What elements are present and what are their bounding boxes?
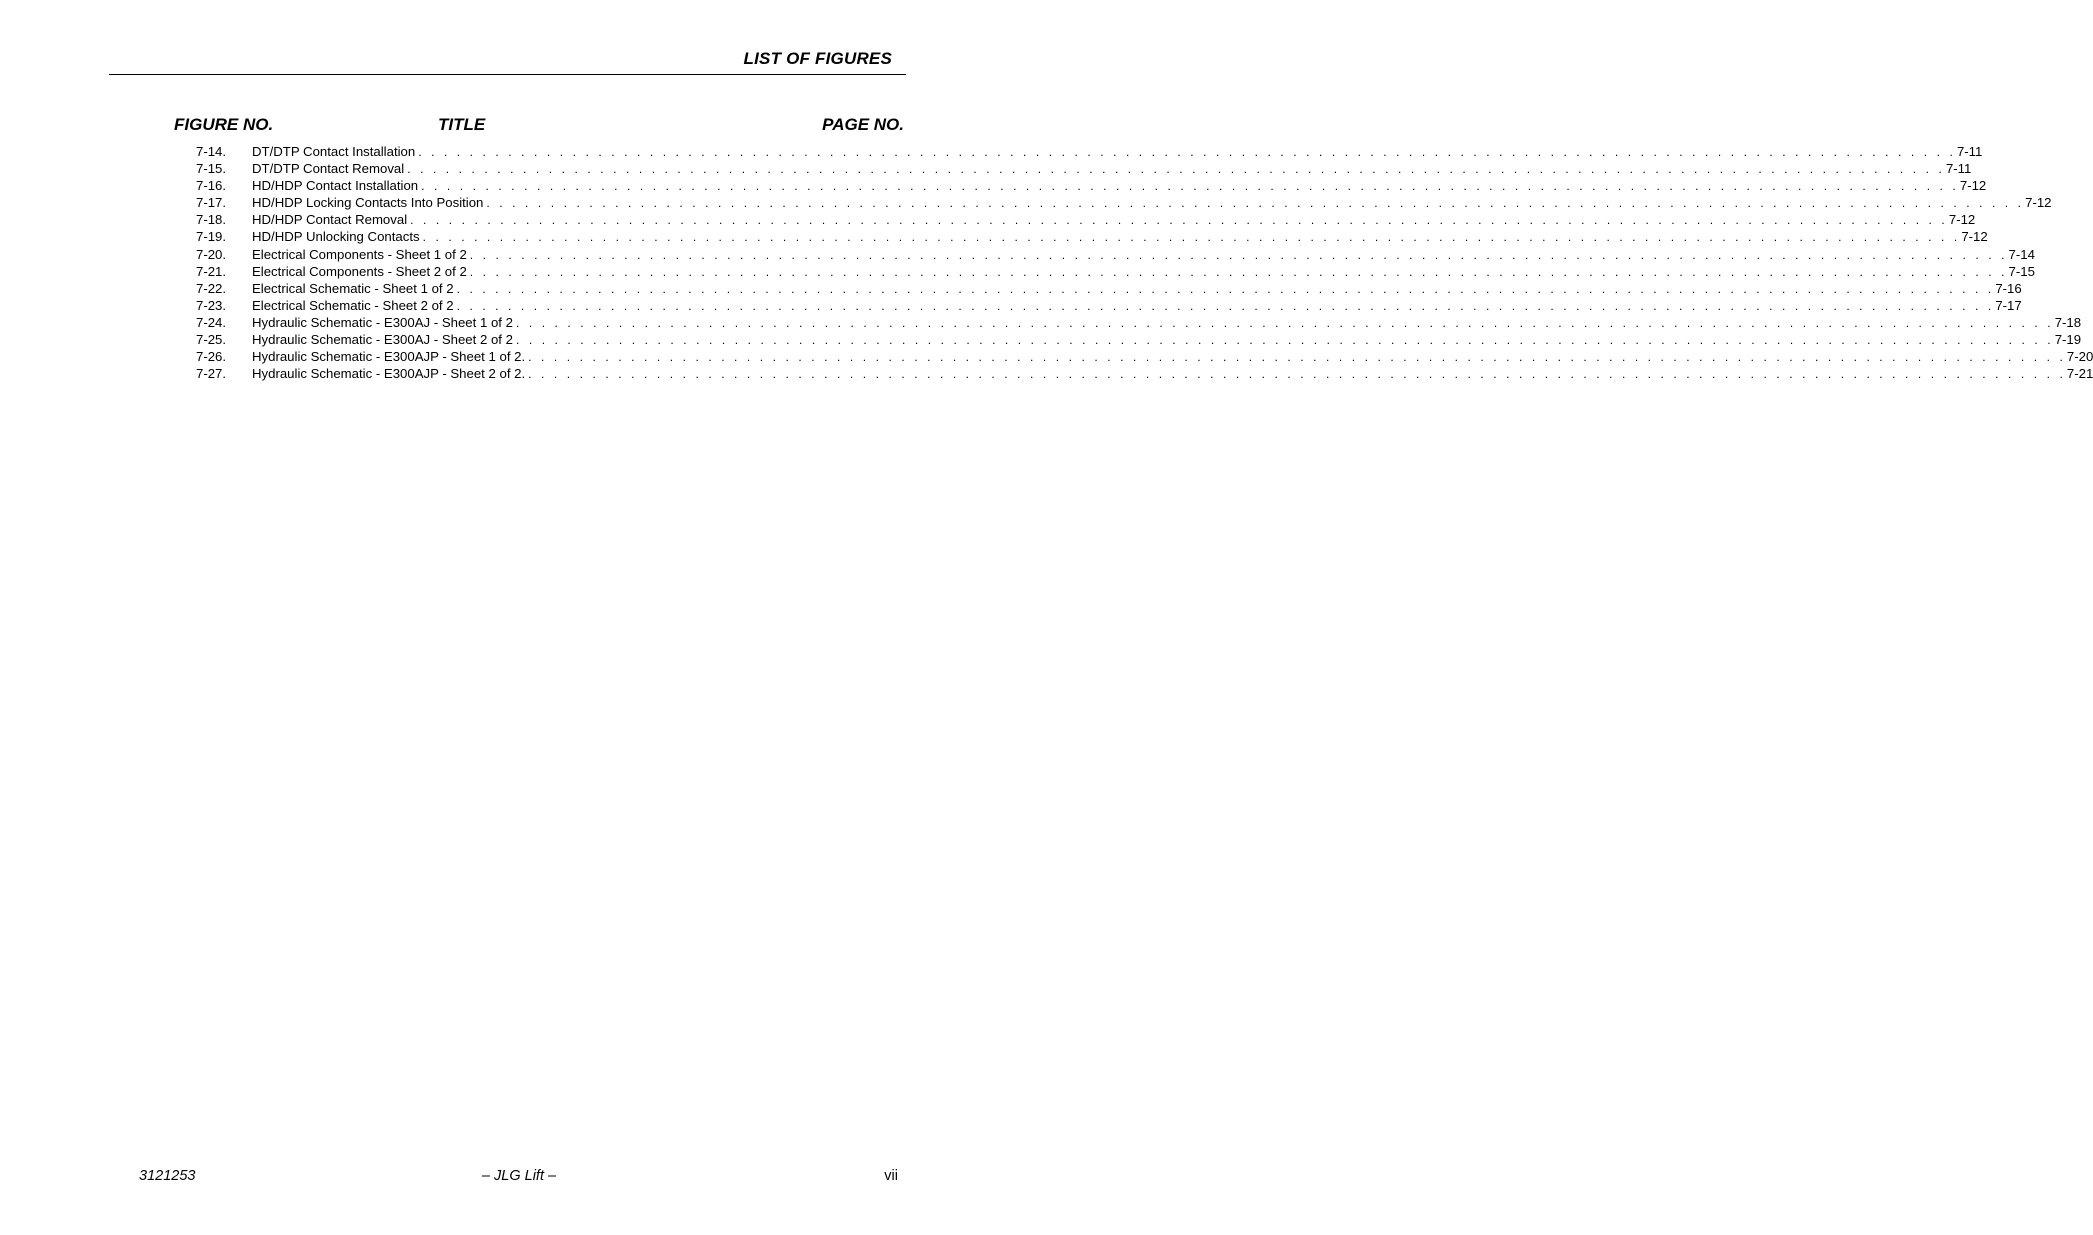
list-item[interactable] [196, 194, 2052, 211]
dot-leader: . . . . . . . . . . . . . . . . . . . . . . . . . . . . . . . . . . . . . . . . . . . . . . . . . . . . . . . . . . . . . . . . . . . . . . . . . . . . . . . . . . . . . . . . . . . . . . . . . . . . . . . . . . . . . . . . . . . . . . . . [469, 264, 2008, 279]
footer-doc-number: 3121253 [139, 1168, 196, 1184]
dot-leader: . . . . . . . . . . . . . . . . . . . . . . . . . . . . . . . . . . . . . . . . . . . . . . . . . . . . . . . . . . . . . . . . . . . . . . . . . . . . . . . . . . . . . . . . . . . . . . . . . . . . . . . . . . . . . . . . . . . . . . . . [486, 196, 2025, 211]
figure-number: 7-24. [196, 314, 227, 330]
figure-number: 7-26. [196, 349, 227, 365]
figure-number: 7-25. [196, 332, 227, 348]
figure-title: DT/DTP Contact Installation [252, 144, 416, 159]
dot-leader: . . . . . . . . . . . . . . . . . . . . . . . . . . . . . . . . . . . . . . . . . . . . . . . . . . . . . . . . . . . . . . . . . . . . . . . . . . . . . . . . . . . . . . . . . . . . . . . . . . . . . . . . . . . . . . . . . . . . . . . . [410, 213, 1948, 228]
figure-number: 7-15. [196, 161, 227, 177]
figure-title: HD/HDP Locking Contacts Into Position [252, 195, 484, 211]
list-item[interactable] [196, 177, 1987, 194]
figure-title: Hydraulic Schematic - E300AJP - Sheet 1 of 2. [252, 349, 526, 365]
figure-number: 7-17. [196, 195, 227, 211]
list-item[interactable] [196, 228, 1988, 245]
figure-list [196, 143, 2093, 382]
dot-leader: . . . . . . . . . . . . . . . . . . . . . . . . . . . . . . . . . . . . . . . . . . . . . . . . . . . . . . . . . . . . . . . . . . . . . . . . . . . . . . . . . . . . . . . . . . . . . . . . . . . . . . . . . . . . . . . . . . . . . . . . [469, 247, 2008, 262]
column-header-page-no: PAGE NO. [822, 115, 904, 134]
figure-page-number: 7-12 [1961, 229, 1988, 245]
figure-title: Hydraulic Schematic - E300AJ - Sheet 2 of 2 [252, 332, 513, 348]
figure-title: HD/HDP Contact Removal [252, 212, 408, 228]
column-headers [0, 115, 954, 137]
figure-page-number: 7-16 [1995, 280, 2022, 296]
figure-number: 7-27. [196, 366, 227, 382]
figure-title: DT/DTP Contact Removal [252, 161, 405, 177]
figure-page-number: 7-18 [2054, 314, 2082, 330]
figure-title: HD/HDP Contact Installation [252, 178, 419, 194]
dot-leader: . . . . . . . . . . . . . . . . . . . . . . . . . . . . . . . . . . . . . . . . . . . . . . . . . . . . . . . . . . . . . . . . . . . . . . . . . . . . . . . . . . . . . . . . . . . . . . . . . . . . . . . . . . . . . . . . . . . . . . . . [515, 333, 2054, 348]
dot-leader: . . . . . . . . . . . . . . . . . . . . . . . . . . . . . . . . . . . . . . . . . . . . . . . . . . . . . . . . . . . . . . . . . . . . . . . . . . . . . . . . . . . . . . . . . . . . . . . . . . . . . . . . . . . . . . . . . . . . . . . . [422, 230, 1961, 245]
figure-page-number: 7-17 [1995, 297, 2022, 313]
figure-number: 7-19. [196, 229, 227, 245]
list-item[interactable] [196, 331, 2082, 348]
dot-leader: . . . . . . . . . . . . . . . . . . . . . . . . . . . . . . . . . . . . . . . . . . . . . . . . . . . . . . . . . . . . . . . . . . . . . . . . . . . . . . . . . . . . . . . . . . . . . . . . . . . . . . . . . . . . . . . . . . . . . . . . [456, 298, 1995, 313]
figure-page-number: 7-11 [1956, 144, 1983, 159]
figure-title: Electrical Components - Sheet 1 of 2 [252, 246, 467, 262]
list-item[interactable] [196, 211, 1976, 228]
header-divider [109, 74, 906, 75]
figure-title: Electrical Schematic - Sheet 1 of 2 [252, 280, 454, 296]
figure-page-number: 7-12 [2025, 195, 2052, 211]
figure-title: Hydraulic Schematic - E300AJ - Sheet 1 of 2 [252, 314, 513, 330]
footer-page-number: vii [884, 1168, 898, 1184]
list-item[interactable] [196, 348, 2093, 365]
figure-page-number: 7-14 [2008, 246, 2035, 262]
figure-title: Electrical Components - Sheet 2 of 2 [252, 263, 467, 279]
page-header-title: LIST OF FIGURES [743, 49, 892, 68]
list-item[interactable] [196, 246, 2035, 263]
figure-number: 7-20. [196, 246, 227, 262]
dot-leader: . . . . . . . . . . . . . . . . . . . . . . . . . . . . . . . . . . . . . . . . . . . . . . . . . . . . . . . . . . . . . . . . . . . . . . . . . . . . . . . . . . . . . . . . . . . . . . . . . . . . . . . . . . . . . . . . . . . . . . . . [515, 315, 2054, 330]
figure-page-number: 7-19 [2054, 332, 2082, 348]
list-item[interactable] [196, 160, 1972, 177]
list-item[interactable] [196, 365, 2093, 382]
figure-page-number: 7-11 [1945, 161, 1972, 177]
dot-leader: . . . . . . . . . . . . . . . . . . . . . . . . . . . . . . . . . . . . . . . . . . . . . . . . . . . . . . . . . . . . . . . . . . . . . . . . . . . . . . . . . . . . . . . . . . . . . . . . . . . . . . . . . . . . . . . . . . . . . . . . [407, 162, 1945, 177]
list-item[interactable] [196, 297, 2022, 314]
dot-leader: . . . . . . . . . . . . . . . . . . . . . . . . . . . . . . . . . . . . . . . . . . . . . . . . . . . . . . . . . . . . . . . . . . . . . . . . . . . . . . . . . . . . . . . . . . . . . . . . . . . . . . . . . . . . . . . . . . . . . . . . [528, 367, 2066, 382]
figure-title: Hydraulic Schematic - E300AJP - Sheet 2 of 2. [252, 366, 526, 382]
figure-number: 7-14. [196, 144, 227, 159]
list-item[interactable] [196, 143, 1983, 160]
figure-number: 7-21. [196, 263, 227, 279]
figure-number: 7-16. [196, 178, 227, 194]
list-item[interactable] [196, 263, 2035, 280]
figure-page-number: 7-12 [1948, 212, 1976, 228]
list-item[interactable] [196, 280, 2022, 297]
figure-number: 7-22. [196, 280, 227, 296]
dot-leader: . . . . . . . . . . . . . . . . . . . . . . . . . . . . . . . . . . . . . . . . . . . . . . . . . . . . . . . . . . . . . . . . . . . . . . . . . . . . . . . . . . . . . . . . . . . . . . . . . . . . . . . . . . . . . . . . . . . . . . . . [421, 179, 1959, 194]
figure-number: 7-23. [196, 297, 227, 313]
figure-title: Electrical Schematic - Sheet 2 of 2 [252, 297, 454, 313]
figure-page-number: 7-20 [2066, 349, 2093, 365]
figure-page-number: 7-15 [2008, 263, 2035, 279]
column-header-figure-no: FIGURE NO. [174, 115, 274, 134]
figure-number: 7-18. [196, 212, 227, 228]
dot-leader: . . . . . . . . . . . . . . . . . . . . . . . . . . . . . . . . . . . . . . . . . . . . . . . . . . . . . . . . . . . . . . . . . . . . . . . . . . . . . . . . . . . . . . . . . . . . . . . . . . . . . . . . . . . . . . . . . . . . . . . . [456, 281, 1995, 296]
column-header-title: TITLE [438, 115, 486, 134]
dot-leader: . . . . . . . . . . . . . . . . . . . . . . . . . . . . . . . . . . . . . . . . . . . . . . . . . . . . . . . . . . . . . . . . . . . . . . . . . . . . . . . . . . . . . . . . . . . . . . . . . . . . . . . . . . . . . . . . . . . . . . . . [418, 145, 1956, 159]
list-item[interactable] [196, 314, 2082, 331]
dot-leader: . . . . . . . . . . . . . . . . . . . . . . . . . . . . . . . . . . . . . . . . . . . . . . . . . . . . . . . . . . . . . . . . . . . . . . . . . . . . . . . . . . . . . . . . . . . . . . . . . . . . . . . . . . . . . . . . . . . . . . . . [528, 350, 2066, 365]
footer-publisher: – JLG Lift – [481, 1168, 557, 1184]
figure-title: HD/HDP Unlocking Contacts [252, 229, 420, 245]
figure-page-number: 7-12 [1959, 178, 1987, 194]
figure-page-number: 7-21 [2066, 366, 2093, 382]
